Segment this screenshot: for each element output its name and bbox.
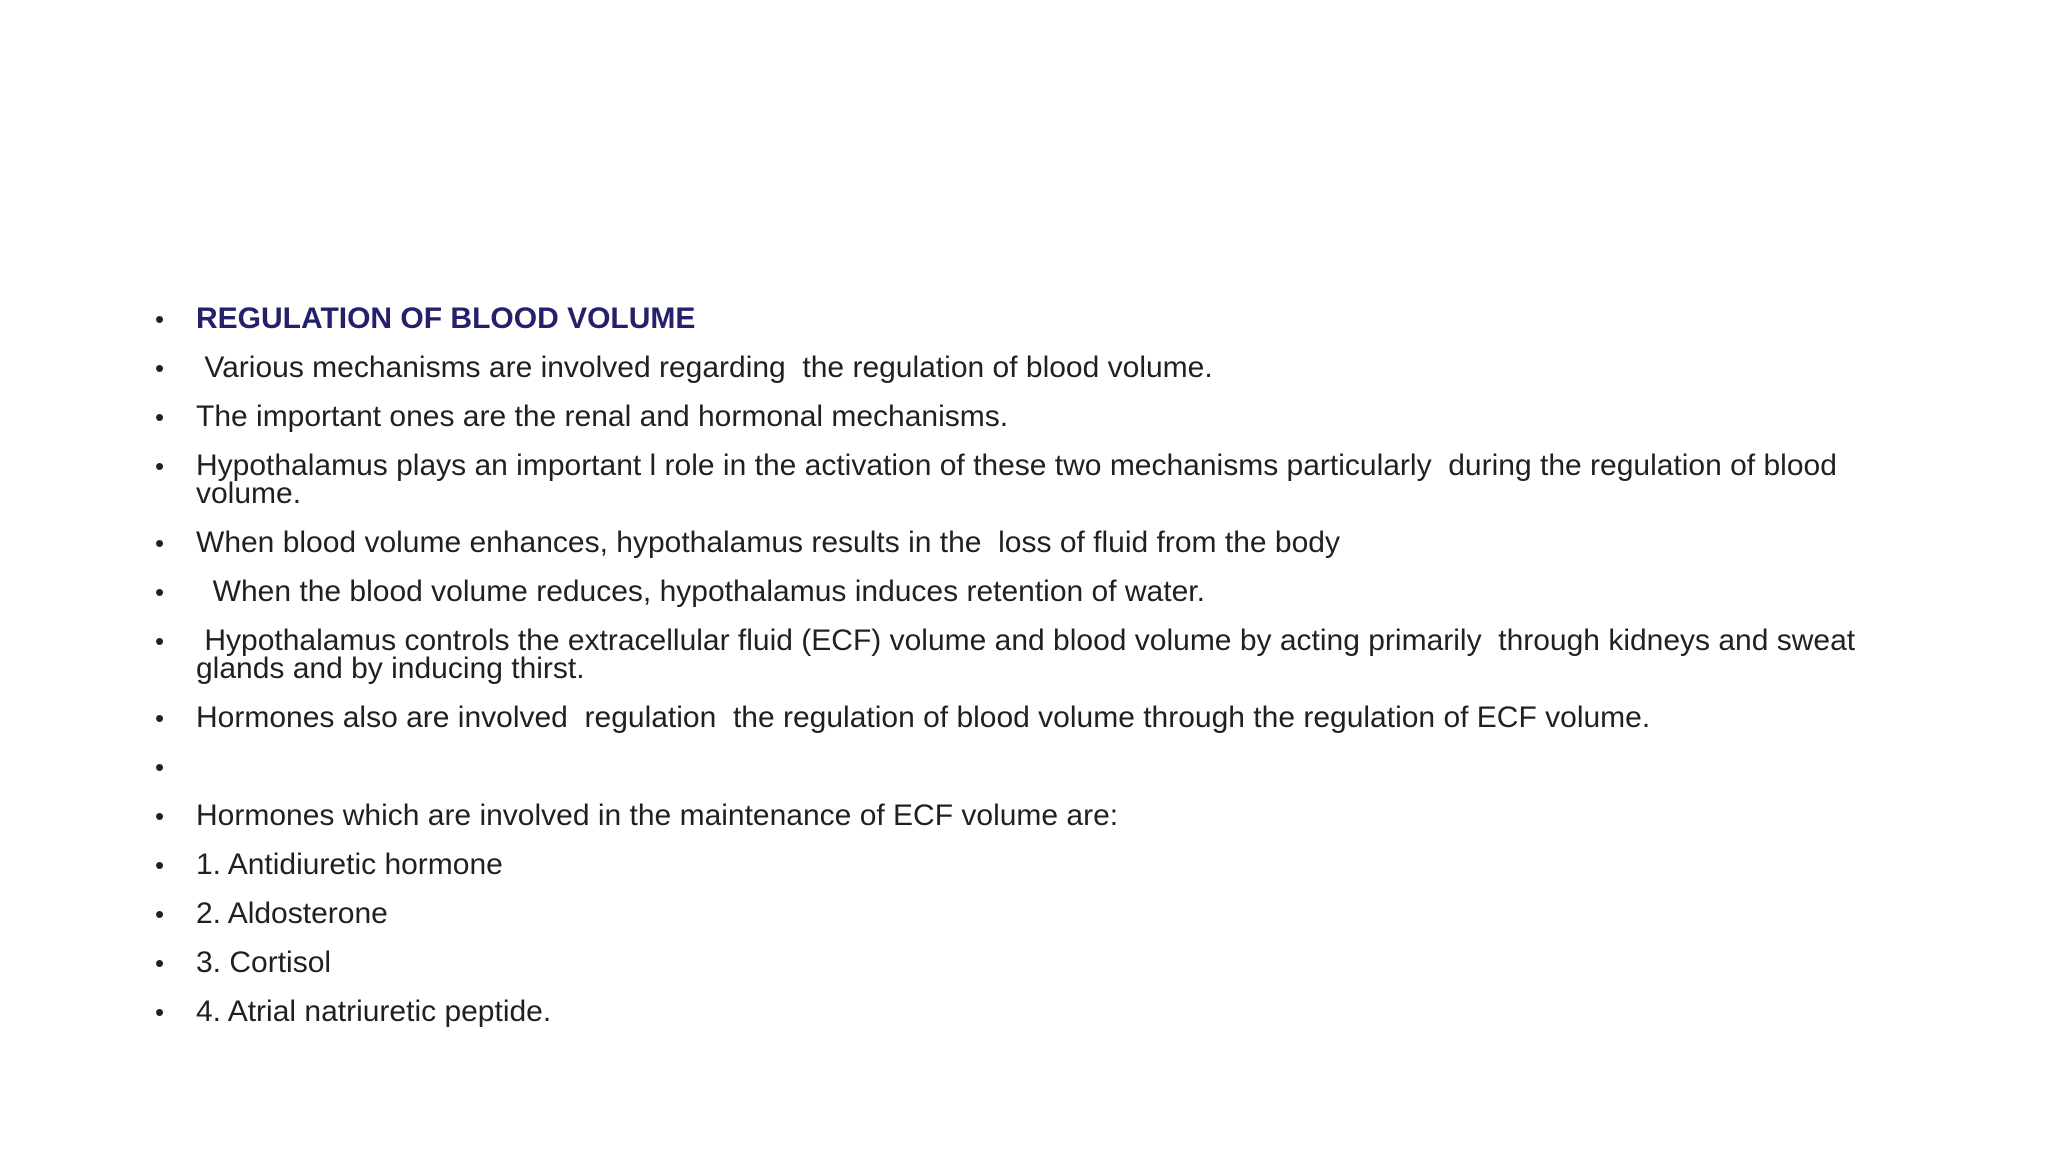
list-item-text: Various mechanisms are involved regarding the regulation of blood volume. bbox=[196, 351, 1213, 384]
list-item-text: Hormones also are involved regulation the regulation of blood volume through the regulation of ECF volume. bbox=[196, 701, 1651, 734]
list-item-text: Hypothalamus controls the extracellular fluid (ECF) volume and blood volume by acting primarily through kidneys and sweat glands and by inducing thirst. bbox=[196, 624, 1864, 685]
list-item bbox=[155, 526, 1915, 559]
list-item-empty bbox=[155, 753, 1915, 781]
bullet-dot: • bbox=[155, 577, 165, 607]
list-item-text: 3. Cortisol bbox=[196, 946, 332, 979]
bullet-dot: • bbox=[155, 353, 165, 383]
bullet-dot: • bbox=[155, 899, 165, 929]
list-item bbox=[155, 995, 1915, 1028]
list-item-text: 1. Antidiuretic hormone bbox=[196, 848, 503, 881]
bullet-dot: • bbox=[155, 948, 165, 978]
bullet-dot: • bbox=[155, 752, 165, 782]
list-item-text: When the blood volume reduces, hypothalamus induces retention of water. bbox=[196, 575, 1205, 608]
list-item bbox=[155, 701, 1915, 734]
list-item bbox=[155, 449, 1915, 510]
list-item bbox=[155, 897, 1915, 930]
bullet-dot: • bbox=[155, 703, 165, 733]
bullet-dot: • bbox=[155, 997, 165, 1027]
list-item bbox=[155, 946, 1915, 979]
bullet-dot: • bbox=[155, 528, 165, 558]
bullet-dot: • bbox=[155, 402, 165, 432]
list-item-text: Hormones which are involved in the maintenance of ECF volume are: bbox=[196, 799, 1119, 832]
list-item-text: The important ones are the renal and hormonal mechanisms. bbox=[196, 400, 1009, 433]
bullet-dot: • bbox=[155, 626, 165, 656]
slide-heading: REGULATION OF BLOOD VOLUME bbox=[196, 302, 696, 335]
list-item bbox=[155, 848, 1915, 881]
slide-heading-item bbox=[155, 302, 1915, 335]
list-item bbox=[155, 624, 1915, 685]
bullet-dot: • bbox=[155, 451, 165, 481]
list-item-text: When blood volume enhances, hypothalamus results in the loss of fluid from the body bbox=[196, 526, 1340, 559]
list-item bbox=[155, 799, 1915, 832]
list-item-text: 4. Atrial natriuretic peptide. bbox=[196, 995, 552, 1028]
list-item bbox=[155, 400, 1915, 433]
list-item-text: 2. Aldosterone bbox=[196, 897, 388, 930]
list-item bbox=[155, 351, 1915, 384]
bullet-dot: • bbox=[155, 850, 165, 880]
list-item bbox=[155, 575, 1915, 608]
bullet-list bbox=[155, 302, 1915, 1047]
bullet-dot: • bbox=[155, 801, 165, 831]
bullet-dot: • bbox=[155, 304, 165, 334]
list-item-text: Hypothalamus plays an important l role in the activation of these two mechanisms particularly during the regulation of blood volume. bbox=[196, 449, 1846, 510]
